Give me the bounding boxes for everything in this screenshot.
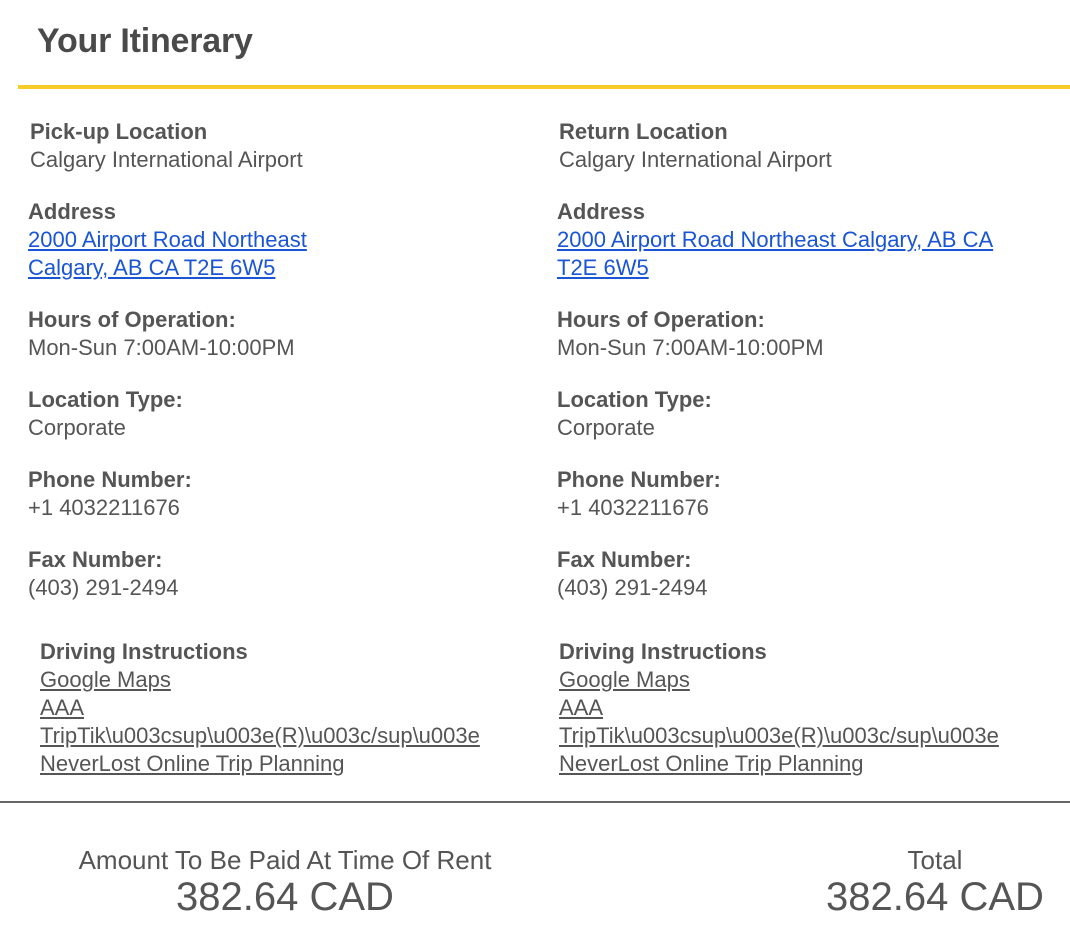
- page-title: Your Itinerary: [37, 22, 253, 60]
- return-type-block: [557, 386, 1070, 442]
- return-type-label: Location Type:: [557, 387, 712, 412]
- return-location-name: Calgary International Airport: [559, 147, 832, 172]
- return-google-maps-link[interactable]: Google Maps: [559, 667, 690, 692]
- pickup-address-link-line2[interactable]: Calgary, AB CA T2E 6W5: [28, 255, 276, 280]
- total-value: 382.64 CAD: [826, 875, 1044, 919]
- pickup-triptik-link[interactable]: TripTik\u003csup\u003e(R)\u003c/sup\u003e: [40, 723, 480, 748]
- return-hours-block: [557, 306, 1070, 362]
- return-fax-block: [557, 546, 1070, 602]
- return-hours-value: Mon-Sun 7:00AM-10:00PM: [557, 335, 824, 360]
- itinerary-header: [0, 0, 1070, 90]
- return-address-link-line1[interactable]: 2000 Airport Road Northeast Calgary, AB CA: [557, 227, 994, 252]
- amount-due-label: Amount To Be Paid At Time Of Rent: [78, 845, 492, 875]
- pickup-phone-value: +1 4032211676: [28, 495, 180, 520]
- return-driving-label: Driving Instructions: [559, 639, 767, 664]
- return-address-block: [557, 198, 1070, 282]
- pickup-google-maps-link[interactable]: Google Maps: [40, 667, 171, 692]
- pickup-type-block: [28, 386, 548, 442]
- return-triptik-link[interactable]: TripTik\u003csup\u003e(R)\u003c/sup\u003e: [559, 723, 999, 748]
- pickup-hours-block: [28, 306, 548, 362]
- return-address-link-line2[interactable]: T2E 6W5: [557, 255, 649, 280]
- pickup-driving-label: Driving Instructions: [40, 639, 248, 664]
- return-phone-value: +1 4032211676: [557, 495, 709, 520]
- return-phone-label: Phone Number:: [557, 467, 721, 492]
- pickup-fax-block: [28, 546, 548, 602]
- amount-due-value: 382.64 CAD: [176, 875, 394, 919]
- return-heading: Return Location: [559, 119, 728, 144]
- pickup-type-label: Location Type:: [28, 387, 183, 412]
- pickup-hours-value: Mon-Sun 7:00AM-10:00PM: [28, 335, 295, 360]
- return-phone-block: [557, 466, 1070, 522]
- pickup-fax-label: Fax Number:: [28, 547, 163, 572]
- pickup-type-value: Corporate: [28, 415, 126, 440]
- header-accent-rule: [18, 85, 1070, 89]
- return-address-label: Address: [557, 199, 646, 224]
- total-block: [810, 844, 1060, 918]
- pickup-location-name: Calgary International Airport: [30, 147, 303, 172]
- return-fax-value: (403) 291-2494: [557, 575, 708, 600]
- pickup-address-link-line1[interactable]: 2000 Airport Road Northeast: [28, 227, 307, 252]
- pickup-heading: Pick-up Location: [30, 119, 208, 144]
- pickup-aaa-link[interactable]: AAA: [40, 695, 85, 720]
- return-neverlost-link[interactable]: NeverLost Online Trip Planning: [559, 751, 864, 776]
- return-aaa-link[interactable]: AAA: [559, 695, 604, 720]
- pickup-address-label: Address: [28, 199, 117, 224]
- return-location-block: [559, 118, 1070, 174]
- amount-due-block: [50, 844, 520, 918]
- return-fax-label: Fax Number:: [557, 547, 692, 572]
- pickup-fax-value: (403) 291-2494: [28, 575, 179, 600]
- pickup-address-block: [28, 198, 548, 282]
- pickup-driving-block: [40, 638, 560, 778]
- return-type-value: Corporate: [557, 415, 655, 440]
- pickup-phone-label: Phone Number:: [28, 467, 192, 492]
- pickup-location-block: [30, 118, 550, 174]
- pickup-phone-block: [28, 466, 548, 522]
- pickup-hours-label: Hours of Operation:: [28, 307, 236, 332]
- return-hours-label: Hours of Operation:: [557, 307, 765, 332]
- pickup-neverlost-link[interactable]: NeverLost Online Trip Planning: [40, 751, 345, 776]
- summary-divider: [0, 801, 1070, 803]
- total-label: Total: [907, 845, 963, 875]
- return-driving-block: [559, 638, 1070, 778]
